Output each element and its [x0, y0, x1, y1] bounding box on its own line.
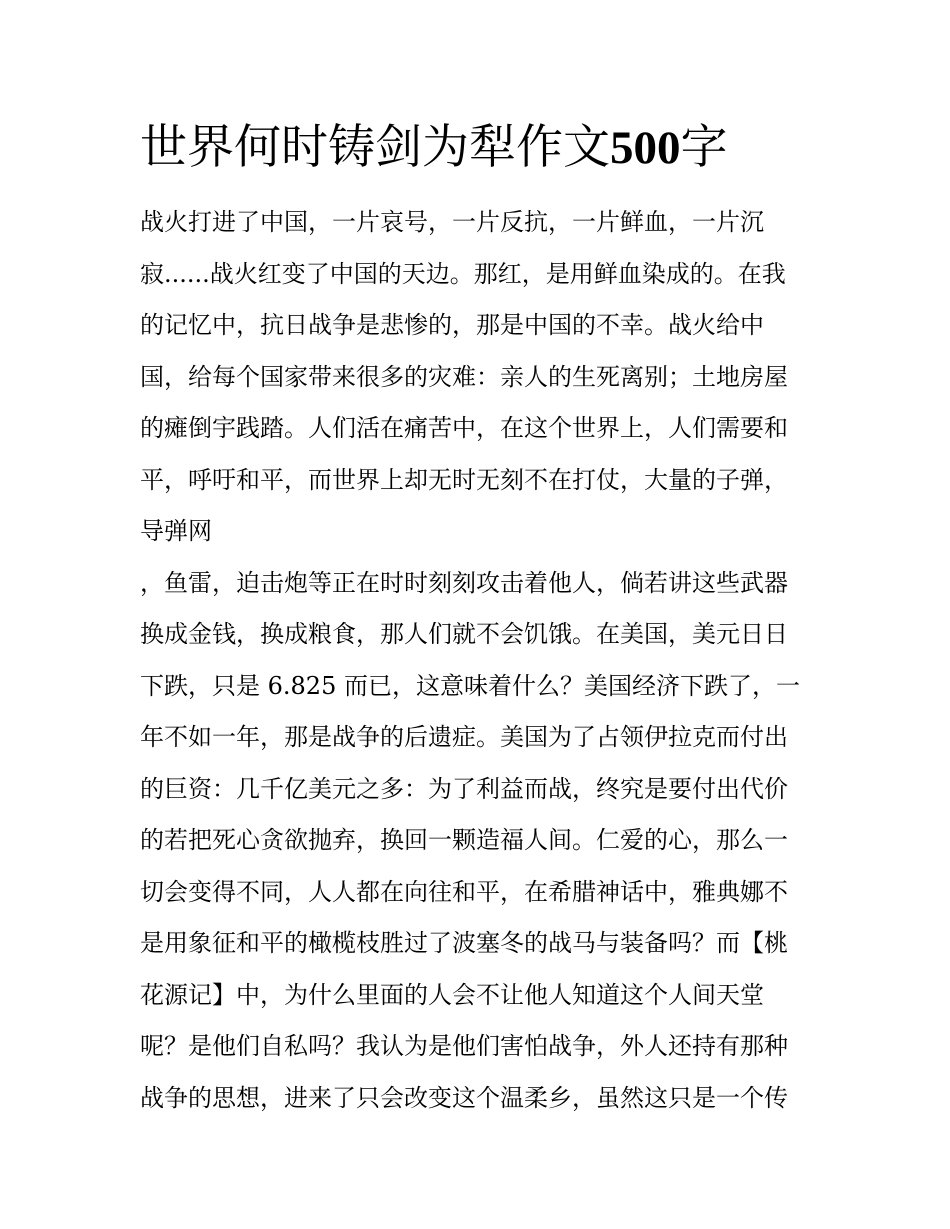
text-line: ，鱼雷，迫击炮等正在时时刻刻攻击着他人，倘若讲这些武器 — [140, 568, 788, 597]
text-line: 战火打进了中国，一片哀号，一片反抗，一片鲜血，一片沉 — [140, 208, 764, 236]
text-line: 国，给每个国家带来很多的灾难：亲人的生死离别；土地房屋 — [140, 362, 788, 391]
text-line: 的记忆中，抗日战争是悲惨的，那是中国的不幸。战火给中 — [140, 311, 764, 339]
text-line: 平，呼吁和平，而世界上却无时无刻不在打仗，大量的子弹， — [140, 465, 788, 494]
text-line: 的瘫倒宇践踏。人们活在痛苦中，在这个世界上，人们需要和 — [140, 414, 788, 442]
text-line: 呢？是他们自私吗？我认为是他们害怕战争，外人还持有那种 — [140, 1032, 788, 1060]
text-line: 换成金钱，换成粮食，那人们就不会饥饿。在美国，美元日日 — [140, 620, 788, 648]
text-line: 年不如一年，那是战争的后遗症。美国为了占领伊拉克而付出 — [140, 723, 788, 751]
text-line: 切会变得不同，人人都在向往和平，在希腊神话中，雅典娜不 — [140, 877, 788, 906]
text-line: 导弹网 — [140, 517, 212, 545]
text-line: 的若把死心贪欲抛弃，换回一颗造福人间。仁爱的心，那么一 — [140, 826, 788, 854]
document-title — [140, 112, 728, 184]
text-line: 寂......战火红变了中国的天边。那红，是用鲜血染成的。在我 — [140, 259, 786, 288]
text-line: 下跌，只是 6.825 而已，这意味着什么？美国经济下跌了，一 — [140, 671, 800, 700]
text-line: 花源记】中，为什么里面的人会不让他人知道这个人间天堂 — [140, 980, 764, 1009]
text-line: 的巨资：几千亿美元之多：为了利益而战，终究是要付出代价 — [140, 774, 788, 803]
title-number: 500 — [610, 122, 681, 174]
text-line: 战争的思想，进来了只会改变这个温柔乡，虽然这只是一个传 — [140, 1083, 788, 1112]
title-suffix: 字 — [680, 120, 728, 175]
essay-body — [140, 197, 820, 1124]
text-line: 是用象征和平的橄榄枝胜过了波塞冬的战马与装备吗？而【桃 — [140, 929, 788, 957]
title-text: 世界何时铸剑为犁作文 — [140, 120, 610, 175]
